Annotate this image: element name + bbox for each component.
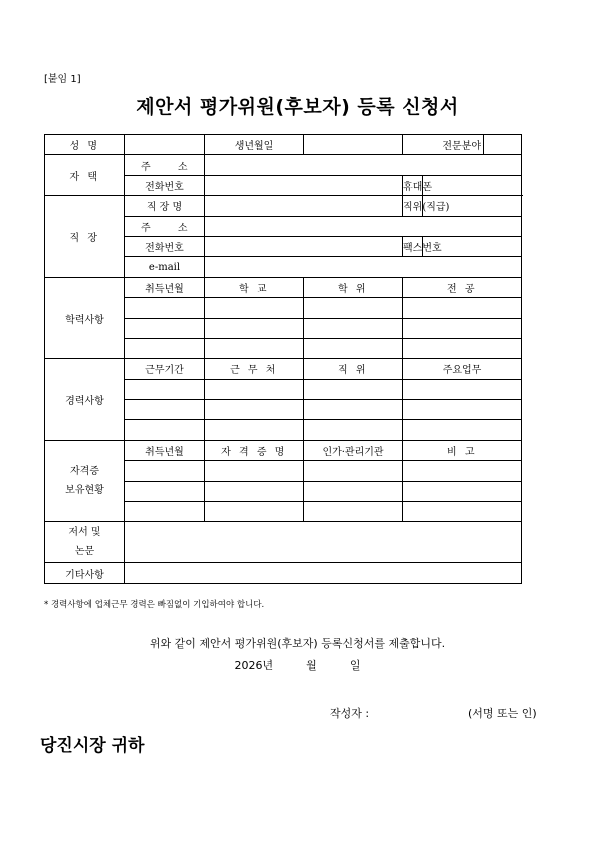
work-section-label: 직 장 [45, 196, 125, 278]
field-label: 전문분야 [403, 135, 484, 155]
other-field[interactable] [125, 563, 522, 583]
table-cell[interactable] [205, 338, 304, 358]
home-address-field[interactable] [205, 155, 522, 175]
table-cell[interactable] [125, 502, 205, 522]
work-phone-label: 전화번호 [125, 236, 205, 256]
publications-field[interactable] [125, 522, 522, 563]
mobile-label: 휴대폰 [403, 175, 423, 195]
table-cell[interactable] [403, 298, 522, 318]
work-phone-field[interactable] [205, 236, 403, 256]
education-header-degree: 학 위 [304, 277, 403, 297]
career-section-label: 경력사항 [45, 359, 125, 441]
name-label: 성 명 [45, 135, 125, 155]
addressee: 당진시장 귀하 [40, 736, 145, 756]
education-section-label: 학력사항 [45, 277, 125, 359]
table-cell[interactable] [125, 481, 205, 501]
table-cell[interactable] [205, 379, 304, 399]
table-cell[interactable] [403, 461, 522, 481]
work-address-label: 주 소 [125, 216, 205, 236]
table-cell[interactable] [304, 461, 403, 481]
table-cell[interactable] [304, 318, 403, 338]
table-cell[interactable] [125, 379, 205, 399]
name-field[interactable] [125, 135, 205, 155]
education-header-major: 전 공 [403, 277, 522, 297]
table-cell[interactable] [205, 461, 304, 481]
signature-label: (서명 또는 인) [468, 707, 537, 720]
table-cell[interactable] [403, 400, 522, 420]
license-section-label: 자격증 보유현황 [45, 440, 125, 522]
career-header-duties: 주요업무 [403, 359, 522, 379]
table-cell[interactable] [125, 461, 205, 481]
career-header-period: 근무기간 [125, 359, 205, 379]
mobile-field[interactable] [423, 175, 522, 195]
table-cell[interactable] [205, 420, 304, 440]
home-phone-label: 전화번호 [125, 175, 205, 195]
page-title: 제안서 평가위원(후보자) 등록 신청서 [136, 96, 459, 118]
table-cell[interactable] [403, 481, 522, 501]
table-cell[interactable] [125, 420, 205, 440]
field-field[interactable] [484, 135, 522, 155]
workplace-field[interactable] [205, 196, 403, 216]
work-address-field[interactable] [205, 216, 522, 236]
email-label: e-mail [125, 257, 205, 277]
birth-field[interactable] [304, 135, 403, 155]
table-cell[interactable] [205, 481, 304, 501]
table-cell[interactable] [125, 338, 205, 358]
publications-label: 저서 및 논문 [45, 522, 125, 563]
table-cell[interactable] [125, 298, 205, 318]
table-cell[interactable] [304, 379, 403, 399]
fax-label: 팩스번호 [403, 236, 423, 256]
attachment-label: [붙임 1] [44, 74, 81, 85]
table-cell[interactable] [304, 338, 403, 358]
table-cell[interactable] [205, 502, 304, 522]
career-note: * 경력사항에 업체근무 경력은 빠짐없이 기입하여야 합니다. [44, 600, 265, 610]
submission-date [0, 657, 595, 673]
license-header-date: 취득년월 [125, 440, 205, 460]
other-label: 기타사항 [45, 563, 125, 583]
education-header-school: 학 교 [205, 277, 304, 297]
birth-label: 생년월일 [205, 135, 304, 155]
date-day: 일 [349, 659, 361, 672]
home-address-row [45, 155, 522, 175]
license-header-authority: 인가·관리기관 [304, 440, 403, 460]
workplace-label: 직 장 명 [125, 196, 205, 216]
education-header-date: 취득년월 [125, 277, 205, 297]
other-row [45, 563, 522, 583]
email-field[interactable] [205, 257, 522, 277]
publications-row [45, 522, 522, 563]
license-header-name: 자 격 증 명 [205, 440, 304, 460]
table-cell[interactable] [205, 400, 304, 420]
submit-statement: 위와 같이 제안서 평가위원(후보자) 등록신청서를 제출합니다. [149, 637, 446, 650]
table-cell[interactable] [304, 481, 403, 501]
table-cell[interactable] [205, 318, 304, 338]
workplace-row [45, 196, 522, 216]
home-phone-field[interactable] [205, 175, 403, 195]
table-cell[interactable] [304, 420, 403, 440]
table-cell[interactable] [125, 400, 205, 420]
career-header-workplace: 근 무 처 [205, 359, 304, 379]
date-month: 월 [306, 659, 317, 672]
position-rank-label: 직위(직급) [403, 196, 423, 216]
table-cell[interactable] [304, 298, 403, 318]
table-cell[interactable] [403, 420, 522, 440]
table-cell[interactable] [403, 338, 522, 358]
career-header-row [45, 359, 522, 379]
date-year: 2026년 [234, 659, 274, 672]
license-header-remarks: 비 고 [403, 440, 522, 460]
table-cell[interactable] [403, 502, 522, 522]
table-cell[interactable] [304, 502, 403, 522]
name-row [45, 135, 522, 155]
table-cell[interactable] [403, 379, 522, 399]
license-header-row [45, 440, 522, 460]
table-cell[interactable] [205, 298, 304, 318]
application-form-table [44, 134, 522, 584]
table-cell[interactable] [403, 318, 522, 338]
education-header-row [45, 277, 522, 297]
home-address-label: 주 소 [125, 155, 205, 175]
table-cell[interactable] [125, 318, 205, 338]
table-cell[interactable] [304, 400, 403, 420]
career-header-position: 직 위 [304, 359, 403, 379]
home-section-label: 자 택 [45, 155, 125, 196]
writer-label: 작성자 : [330, 707, 370, 720]
